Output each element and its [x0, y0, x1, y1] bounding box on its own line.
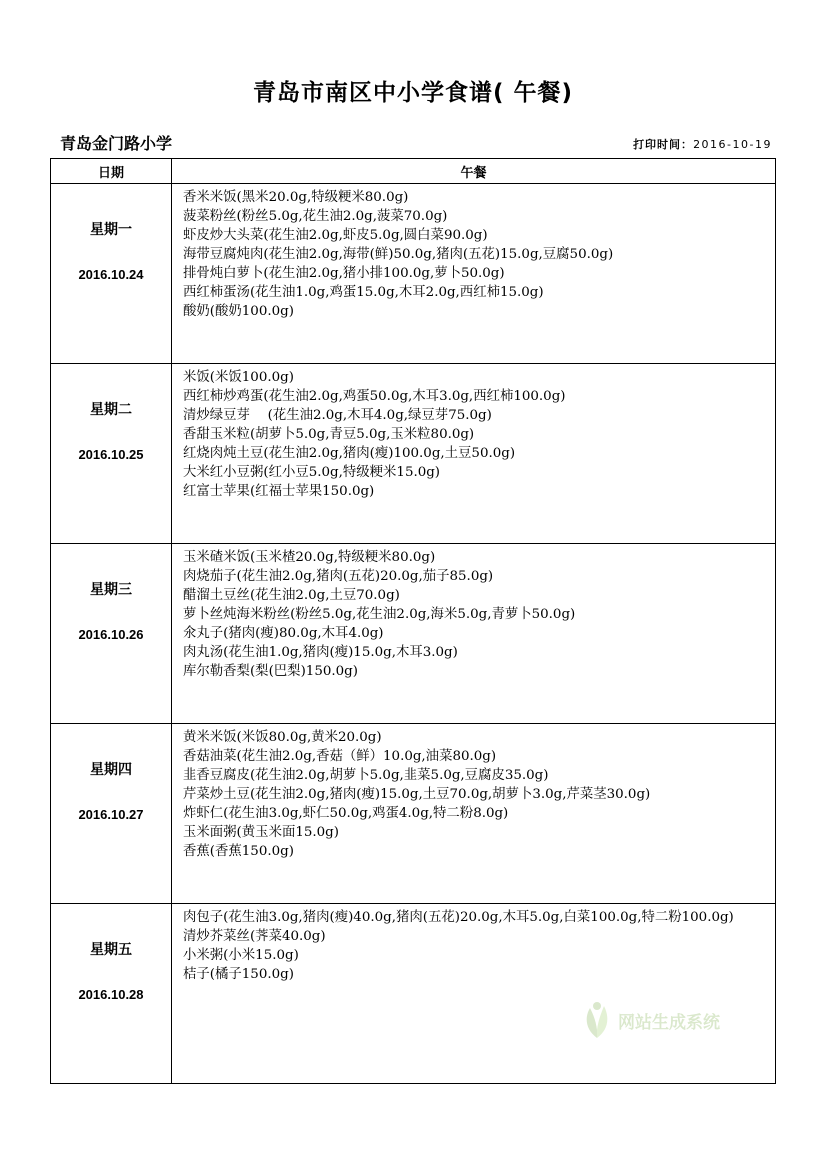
- menu-cell: [172, 724, 776, 904]
- date-label: 2016.10.26: [78, 627, 144, 642]
- day-cell: [51, 544, 172, 724]
- dish-item: 肉丸汤(花生油1.0g,猪肉(瘦)15.0g,木耳3.0g): [183, 645, 458, 660]
- dish-item: 炸虾仁(花生油3.0g,虾仁50.0g,鸡蛋4.0g,特二粉8.0g): [183, 806, 509, 821]
- table-row: [51, 184, 776, 364]
- dish-item: 香蕉(香蕉150.0g): [183, 844, 294, 859]
- dish-item: 肉包子(花生油3.0g,猪肉(瘦)40.0g,猪肉(五花)20.0g,木耳5.0g,白菜100.0g,特二粉100.0g): [183, 910, 734, 925]
- day-cell: [51, 904, 172, 1084]
- dish-item: 萝卜丝炖海米粉丝(粉丝5.0g,花生油2.0g,海米5.0g,青萝卜50.0g): [183, 607, 576, 622]
- menu-cell: [172, 904, 776, 1084]
- print-time-value: 2016-10-19: [693, 138, 772, 151]
- date-label: 2016.10.28: [78, 987, 144, 1002]
- dish-item: 桔子(橘子150.0g): [183, 967, 294, 982]
- dish-item: 醋溜土豆丝(花生油2.0g,土豆70.0g): [183, 588, 400, 603]
- dish-item: 小米粥(小米15.0g): [183, 948, 299, 963]
- day-cell: [51, 184, 172, 364]
- dish-item: 红富士苹果(红福士苹果150.0g): [183, 484, 375, 499]
- menu-cell: [172, 544, 776, 724]
- menu-table-body: [51, 184, 776, 1084]
- leaf-logo-icon: [580, 1000, 614, 1040]
- page-title: 青岛市南区中小学食谱( 午餐): [252, 80, 574, 106]
- dish-item: 香米米饭(黑米20.0g,特级粳米80.0g): [183, 190, 409, 205]
- dish-item: 清炒绿豆芽 (花生油2.0g,木耳4.0g,绿豆芽75.0g): [183, 408, 492, 423]
- table-row: [51, 544, 776, 724]
- dish-item: 排骨炖白萝卜(花生油2.0g,猪小排100.0g,萝卜50.0g): [183, 266, 505, 281]
- dish-item: 清炒芥菜丝(荠菜40.0g): [183, 929, 326, 944]
- weekday-label: 星期四: [90, 762, 132, 778]
- weekday-label: 星期一: [90, 222, 132, 238]
- day-cell: [51, 364, 172, 544]
- dish-item: 黄米米饭(米饭80.0g,黄米20.0g): [183, 730, 382, 745]
- school-name: 青岛金门路小学: [60, 134, 173, 153]
- dish-item: 大米红小豆粥(红小豆5.0g,特级粳米15.0g): [183, 465, 441, 480]
- dish-item: 香甜玉米粒(胡萝卜5.0g,青豆5.0g,玉米粒80.0g): [183, 427, 475, 442]
- dish-item: 菠菜粉丝(粉丝5.0g,花生油2.0g,菠菜70.0g): [183, 209, 448, 224]
- weekday-label: 星期五: [90, 942, 132, 958]
- dish-item: 韭香豆腐皮(花生油2.0g,胡萝卜5.0g,韭菜5.0g,豆腐皮35.0g): [183, 768, 549, 783]
- date-column-header: 日期: [51, 159, 172, 184]
- menu-cell: [172, 184, 776, 364]
- menu-table: [50, 158, 776, 1084]
- watermark: [580, 1000, 720, 1040]
- date-label: 2016.10.25: [78, 447, 144, 462]
- dish-item: 玉米碴米饭(玉米楂20.0g,特级粳米80.0g): [183, 550, 436, 565]
- lunch-column-header: 午餐: [172, 159, 776, 184]
- day-cell: [51, 724, 172, 904]
- date-label: 2016.10.24: [78, 267, 144, 282]
- watermark-text: 网站生成系统: [618, 1012, 720, 1033]
- weekday-label: 星期三: [90, 582, 132, 598]
- print-time: [633, 136, 772, 152]
- dish-item: 海带豆腐炖肉(花生油2.0g,海带(鲜)50.0g,猪肉(五花)15.0g,豆腐50.0g): [183, 247, 614, 262]
- dish-item: 米饭(米饭100.0g): [183, 370, 294, 385]
- menu-cell: [172, 364, 776, 544]
- print-time-label: 打印时间：: [633, 138, 694, 151]
- table-row: [51, 724, 776, 904]
- dish-item: 红烧肉炖土豆(花生油2.0g,猪肉(瘦)100.0g,土豆50.0g): [183, 446, 516, 461]
- dish-item: 香菇油菜(花生油2.0g,香菇（鲜）10.0g,油菜80.0g): [183, 749, 497, 764]
- dish-item: 西红柿蛋汤(花生油1.0g,鸡蛋15.0g,木耳2.0g,西红柿15.0g): [183, 285, 544, 300]
- dish-item: 肉烧茄子(花生油2.0g,猪肉(五花)20.0g,茄子85.0g): [183, 569, 494, 584]
- dish-item: 酸奶(酸奶100.0g): [183, 304, 294, 319]
- date-label: 2016.10.27: [78, 807, 144, 822]
- dish-item: 氽丸子(猪肉(瘦)80.0g,木耳4.0g): [183, 626, 384, 641]
- dish-item: 芹菜炒土豆(花生油2.0g,猪肉(瘦)15.0g,土豆70.0g,胡萝卜3.0g,芹菜茎30.0g): [183, 787, 651, 802]
- dish-item: 西红柿炒鸡蛋(花生油2.0g,鸡蛋50.0g,木耳3.0g,西红柿100.0g): [183, 389, 566, 404]
- dish-item: 库尔勒香梨(梨(巴梨)150.0g): [183, 664, 358, 679]
- table-row: [51, 904, 776, 1084]
- table-row: [51, 364, 776, 544]
- weekday-label: 星期二: [90, 402, 132, 418]
- table-header-row: [51, 159, 776, 184]
- dish-item: 玉米面粥(黄玉米面15.0g): [183, 825, 339, 840]
- dish-item: 虾皮炒大头菜(花生油2.0g,虾皮5.0g,圆白菜90.0g): [183, 228, 488, 243]
